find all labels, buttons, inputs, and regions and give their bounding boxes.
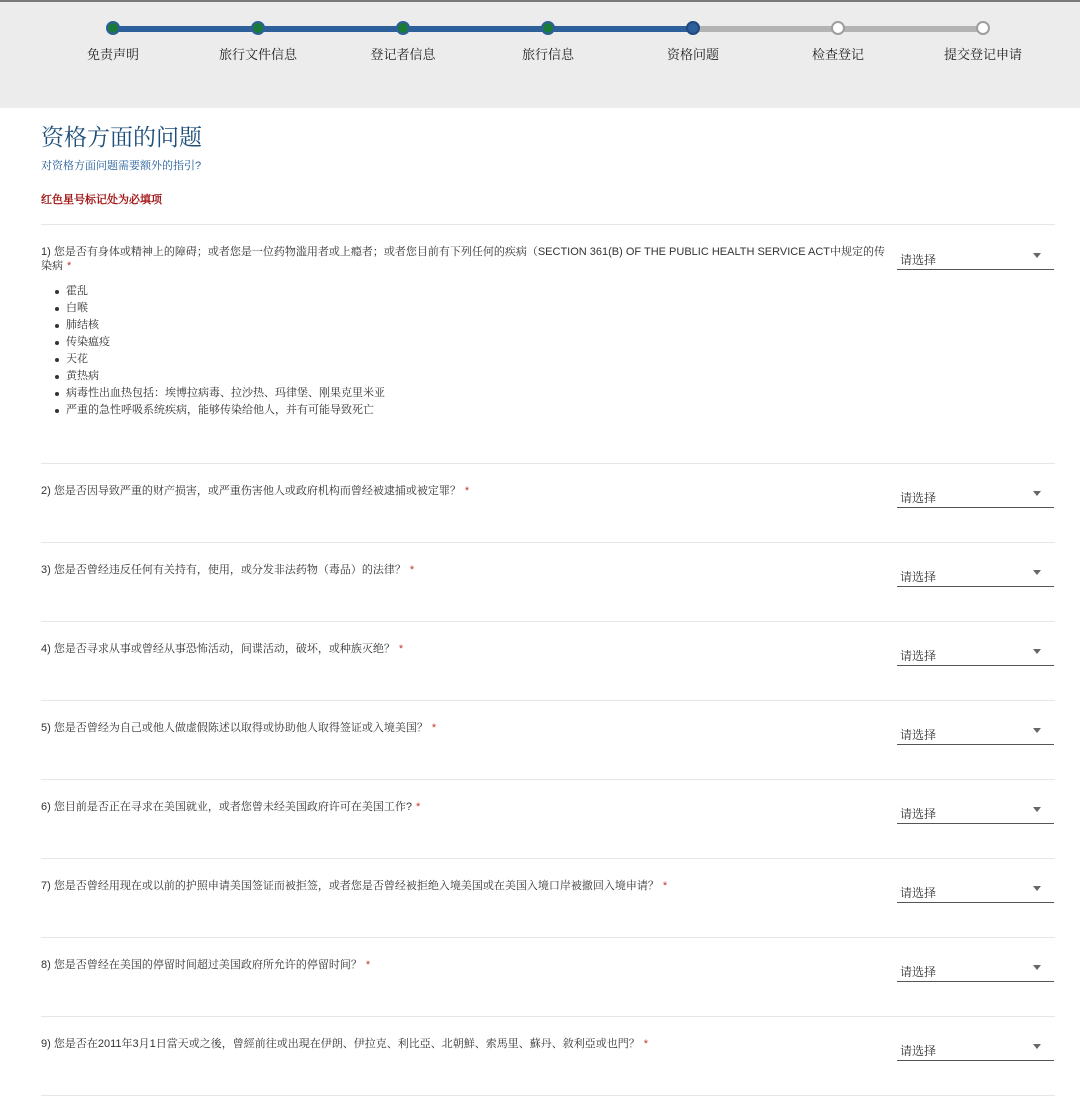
select-value: 请选择 (900, 807, 937, 821)
question-text (41, 800, 887, 814)
list-item: 天花 (66, 351, 887, 368)
question-9 (41, 1017, 1055, 1096)
required-note: 红色星号标记处为必填项 (41, 194, 162, 206)
question-label: 9) 您是否在2011年3月1日當天或之後，曾經前往或出現在伊朗、伊拉克、利比亞、北朝鮮、索馬里、蘇丹、敘利亞或也門？ (41, 1038, 640, 1050)
select-value: 请选择 (900, 1044, 937, 1058)
answer-select-9[interactable] (897, 1035, 1054, 1061)
chevron-down-icon (1033, 649, 1041, 654)
chevron-down-icon (1033, 253, 1041, 258)
question-3 (41, 543, 1055, 622)
required-star: * (662, 880, 668, 892)
question-text (41, 245, 887, 419)
question-text (41, 1037, 887, 1051)
question-text (41, 484, 887, 498)
question-7 (41, 859, 1055, 938)
list-item: 传染瘟疫 (66, 334, 887, 351)
step-label: 资格问题 (666, 47, 719, 62)
chevron-down-icon (1033, 807, 1041, 812)
list-item: 霍乱 (66, 283, 887, 300)
required-star: * (409, 564, 415, 576)
step-done-icon (251, 21, 265, 35)
question-label: 1) 您是否有身体或精神上的障碍；或者您是一位药物滥用者或上瘾者；或者您目前有下列任何的疾病（SECTION 361(B) OF THE PUBLIC HEALTH SERVICE ACT中规定的传染病 (41, 246, 886, 272)
step-label: 登记者信息 (370, 47, 436, 62)
answer-select-7[interactable] (897, 877, 1054, 903)
step-label: 检查登记 (811, 47, 864, 62)
list-item: 黄热病 (66, 368, 887, 385)
answer-select-2[interactable] (897, 482, 1054, 508)
required-star: * (365, 959, 371, 971)
step-done-icon (396, 21, 410, 35)
question-text (41, 642, 887, 656)
step-label: 免责声明 (86, 47, 139, 62)
select-value: 请选择 (900, 570, 937, 584)
answer-select-8[interactable] (897, 956, 1054, 982)
question-label: 7) 您是否曾经用现在或以前的护照申请美国签证而被拒签，或者您是否曾经被拒绝入境美国或在美国入境口岸被撤回入境申请？ (41, 880, 659, 892)
question-6 (41, 780, 1055, 859)
chevron-down-icon (1033, 965, 1041, 970)
list-item: 白喉 (66, 300, 887, 317)
question-label: 2) 您是否因导致严重的财产损害，或严重伤害他人或政府机构而曾经被逮捕或被定罪？ (41, 485, 461, 497)
step-registrant-info[interactable] (333, 21, 473, 63)
step-submit-application (913, 21, 1053, 63)
answer-select-6[interactable] (897, 798, 1054, 824)
step-done-icon (106, 21, 120, 35)
select-value: 请选择 (900, 886, 937, 900)
chevron-down-icon (1033, 570, 1041, 575)
required-star: * (464, 485, 470, 497)
step-label: 旅行文件信息 (218, 47, 297, 62)
step-review-registration (768, 21, 908, 63)
chevron-down-icon (1033, 728, 1041, 733)
question-4 (41, 622, 1055, 701)
question-text (41, 879, 887, 893)
answer-select-3[interactable] (897, 561, 1054, 587)
required-star: * (67, 260, 72, 272)
question-label: 8) 您是否曾经在美国的停留时间超过美国政府所允许的停留时间？ (41, 959, 362, 971)
step-label: 提交登记申请 (943, 47, 1022, 62)
page-title: 资格方面的问题 (41, 124, 202, 150)
eligibility-form (41, 108, 1055, 1096)
step-travel-document[interactable] (188, 21, 328, 63)
select-value: 请选择 (900, 965, 937, 979)
question-2 (41, 464, 1055, 543)
select-value: 请选择 (900, 253, 937, 267)
question-label: 5) 您是否曾经为自己或他人做虚假陈述以取得或协助他人取得签证或入境美国？ (41, 722, 428, 734)
step-done-icon (541, 21, 555, 35)
required-star: * (431, 722, 437, 734)
question-label: 4) 您是否寻求从事或曾经从事恐怖活动，间谍活动，破坏，或种族灭绝？ (41, 643, 395, 655)
select-value: 请选择 (900, 728, 937, 742)
question-text (41, 563, 887, 577)
disease-list (41, 283, 887, 419)
step-label: 旅行信息 (521, 47, 574, 62)
required-star: * (398, 643, 404, 655)
list-item: 肺结核 (66, 317, 887, 334)
list-item: 病毒性出血热包括：埃博拉病毒、拉沙热、玛律堡、刚果克里米亚 (66, 385, 887, 402)
chevron-down-icon (1033, 1044, 1041, 1049)
step-travel-info[interactable] (478, 21, 618, 63)
chevron-down-icon (1033, 886, 1041, 891)
answer-select-5[interactable] (897, 719, 1054, 745)
select-value: 请选择 (900, 649, 937, 663)
step-eligibility-questions (623, 21, 763, 63)
step-pending-icon (976, 21, 990, 35)
step-disclaimer[interactable] (43, 21, 183, 63)
list-item: 严重的急性呼吸系统疾病，能够传染给他人，并有可能导致死亡 (66, 402, 887, 419)
answer-select-4[interactable] (897, 640, 1054, 666)
question-1 (41, 225, 1055, 464)
required-star: * (643, 1038, 649, 1050)
step-current-icon (686, 21, 700, 35)
guide-link[interactable]: 对资格方面问题需要额外的指引? (41, 160, 202, 172)
question-8 (41, 938, 1055, 1017)
question-label: 6) 您目前是否正在寻求在美国就业，或者您曾未经美国政府许可在美国工作? (41, 801, 412, 813)
question-text (41, 721, 887, 735)
question-text (41, 958, 887, 972)
answer-select-1[interactable] (897, 244, 1054, 270)
question-5 (41, 701, 1055, 780)
select-value: 请选择 (900, 491, 937, 505)
chevron-down-icon (1033, 491, 1041, 496)
question-label: 3) 您是否曾经违反任何有关持有，使用，或分发非法药物（毒品）的法律？ (41, 564, 406, 576)
required-star: * (415, 801, 421, 813)
step-pending-icon (831, 21, 845, 35)
progress-header (0, 0, 1080, 108)
